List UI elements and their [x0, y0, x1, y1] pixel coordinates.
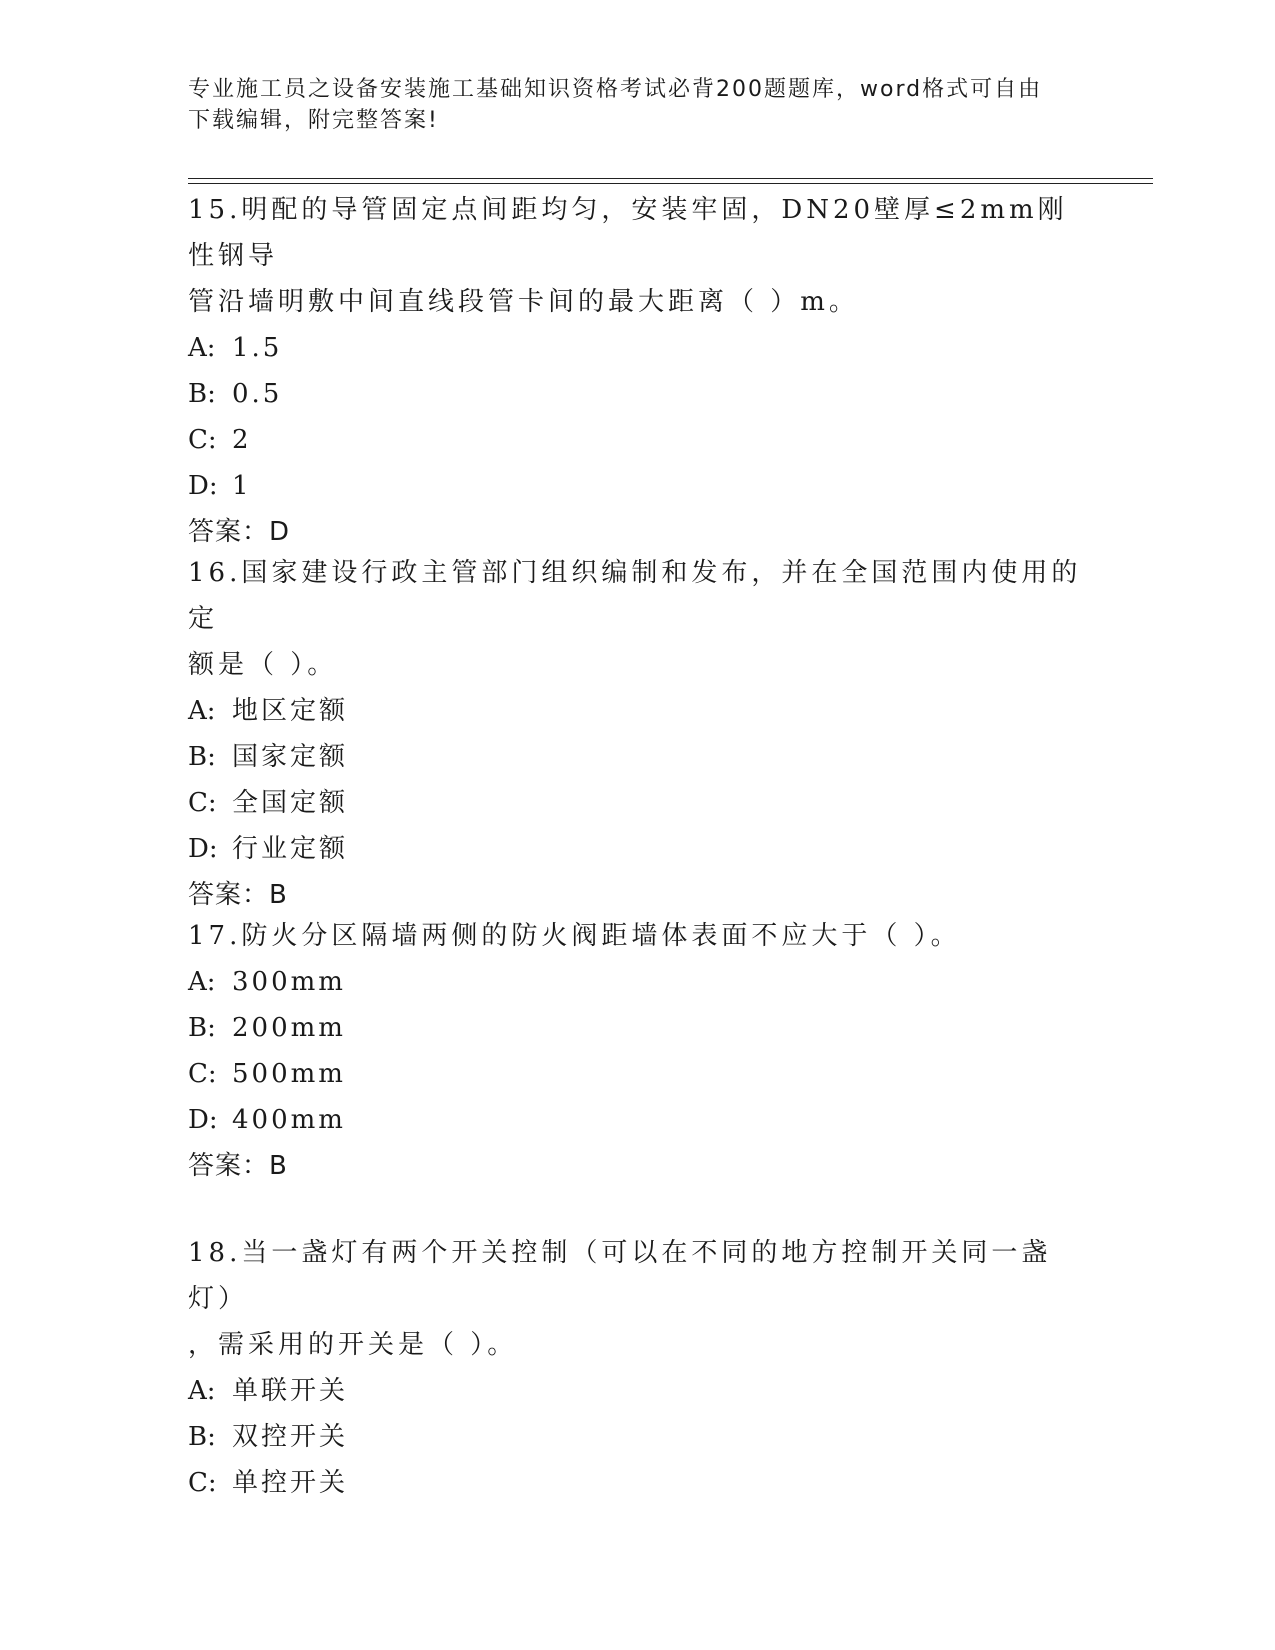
option-c: [188, 417, 1088, 463]
option-letter: A:: [188, 333, 216, 363]
option-text: 单联开关: [232, 1376, 349, 1406]
option-text: 0.5: [232, 379, 283, 409]
stem-line-1: 18.当一盏灯有两个开关控制（可以在不同的地方控制开关同一盏灯）: [188, 1238, 1052, 1314]
option-d: [188, 463, 1088, 509]
option-b: [188, 371, 1088, 417]
question-16: [188, 550, 1088, 918]
option-letter: A:: [188, 1376, 216, 1406]
option-a: [188, 1368, 1088, 1414]
question-stem: [188, 1230, 1088, 1368]
option-b: [188, 1414, 1088, 1460]
option-b: [188, 734, 1088, 780]
option-text: 1.5: [232, 333, 283, 363]
header-line-1: 专业施工员之设备安装施工基础知识资格考试必背200题题库，word格式可自由: [188, 77, 1043, 102]
question-17: [188, 913, 1088, 1189]
option-letter: A:: [188, 696, 216, 726]
stem-line-2: ，需采用的开关是（ ）。: [188, 1330, 518, 1360]
option-letter: D:: [188, 1105, 218, 1135]
option-text: 1: [232, 471, 252, 501]
option-d: [188, 826, 1088, 872]
option-text: 全国定额: [232, 788, 349, 818]
question-18: [188, 1230, 1088, 1506]
option-text: 单控开关: [232, 1468, 349, 1498]
question-stem: [188, 913, 1088, 959]
option-c: [188, 1460, 1088, 1506]
option-letter: C:: [188, 788, 217, 818]
option-letter: B:: [188, 379, 216, 409]
option-letter: B:: [188, 1013, 216, 1043]
option-text: 500mm: [232, 1059, 346, 1089]
option-b: [188, 1005, 1088, 1051]
stem-line-2: 管沿墙明敷中间直线段管卡间的最大距离（ ）m。: [188, 287, 859, 317]
option-letter: B:: [188, 742, 216, 772]
option-c: [188, 780, 1088, 826]
option-letter: C:: [188, 425, 217, 455]
option-a: [188, 688, 1088, 734]
header-divider-bottom: [188, 183, 1153, 184]
question-15: [188, 187, 1088, 555]
header-line-2: 下载编辑，附完整答案!: [188, 108, 439, 133]
answer: 答案：D: [188, 517, 291, 547]
option-text: 双控开关: [232, 1422, 349, 1452]
question-stem: [188, 550, 1088, 688]
option-text: 2: [232, 425, 252, 455]
stem-line-1: 17.防火分区隔墙两侧的防火阀距墙体表面不应大于（ ）。: [188, 921, 961, 951]
header-divider-top: [188, 178, 1153, 179]
option-text: 行业定额: [232, 834, 349, 864]
option-a: [188, 325, 1088, 371]
stem-line-1: 15.明配的导管固定点间距均匀，安装牢固，DN20壁厚≤2mm刚性钢导: [188, 195, 1068, 271]
document-header: [188, 74, 1068, 136]
answer: 答案：B: [188, 1151, 288, 1181]
stem-line-2: 额是（ ）。: [188, 650, 338, 680]
answer: 答案：B: [188, 880, 288, 910]
option-letter: A:: [188, 967, 216, 997]
option-text: 国家定额: [232, 742, 349, 772]
option-text: 200mm: [232, 1013, 346, 1043]
option-c: [188, 1051, 1088, 1097]
option-letter: C:: [188, 1468, 217, 1498]
option-letter: C:: [188, 1059, 217, 1089]
option-letter: D:: [188, 834, 218, 864]
option-text: 400mm: [232, 1105, 346, 1135]
option-letter: D:: [188, 471, 218, 501]
option-d: [188, 1097, 1088, 1143]
option-a: [188, 959, 1088, 1005]
option-text: 地区定额: [232, 696, 349, 726]
option-text: 300mm: [232, 967, 346, 997]
stem-line-1: 16.国家建设行政主管部门组织编制和发布，并在全国范围内使用的定: [188, 558, 1082, 634]
option-letter: B:: [188, 1422, 216, 1452]
question-stem: [188, 187, 1088, 325]
